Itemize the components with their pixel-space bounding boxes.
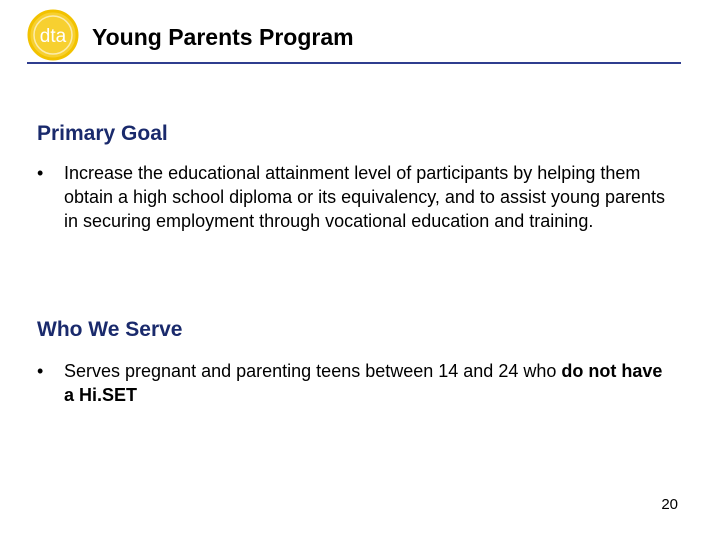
dta-logo (27, 9, 79, 61)
section-heading-who-we-serve: Who We Serve (37, 318, 183, 341)
bullet-icon: • (37, 361, 44, 381)
primary-goal-text: Increase the educational attainment level of participants by helping them obtain a high school diploma or its equivalency, and to assist young parents in securing employment through vocational education and training. (64, 163, 666, 231)
section-heading-primary-goal: Primary Goal (37, 122, 168, 145)
who-we-serve-bullet (37, 359, 677, 407)
page-title: Young Parents Program (92, 24, 354, 50)
header-divider (27, 62, 681, 64)
logo-text: dta (39, 26, 67, 47)
who-we-serve-text-bold: do not have a Hi.SET (64, 361, 663, 405)
bullet-icon: • (37, 163, 44, 183)
who-we-serve-text-regular: Serves pregnant and parenting teens between 14 and 24 who (64, 361, 562, 381)
page-number: 20 (661, 496, 678, 513)
primary-goal-bullet (37, 161, 677, 233)
who-we-serve-text (64, 359, 677, 407)
